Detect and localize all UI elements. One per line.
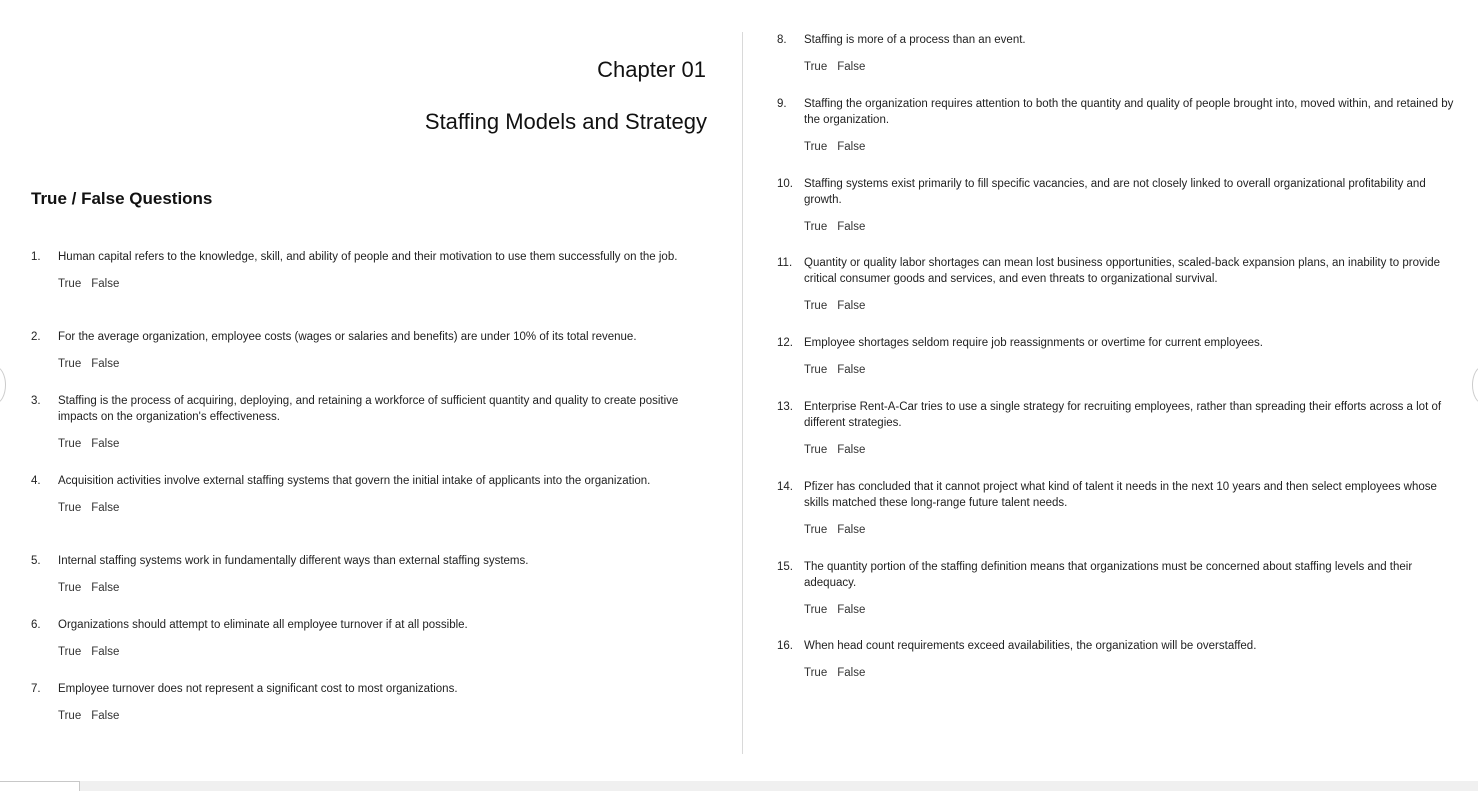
answer-options xyxy=(804,523,1457,537)
answer-false[interactable]: False xyxy=(837,604,866,616)
answer-true[interactable]: True xyxy=(804,300,828,312)
question-number: 8. xyxy=(777,34,787,46)
answer-true[interactable]: True xyxy=(58,278,82,290)
question-number: 12. xyxy=(777,337,793,349)
answer-true[interactable]: True xyxy=(804,141,828,153)
question-text: Enterprise Rent-A-Car tries to use a single strategy for recruiting employees, rather than spreading their efforts across a lot of different strategies. xyxy=(804,401,1442,429)
question-item xyxy=(777,255,1457,313)
answer-options xyxy=(58,277,711,291)
answer-options xyxy=(58,501,711,515)
answer-false[interactable]: False xyxy=(91,710,120,722)
question-item xyxy=(777,638,1457,680)
answer-false[interactable]: False xyxy=(91,358,120,370)
answer-false[interactable]: False xyxy=(837,221,866,233)
question-text: Pfizer has concluded that it cannot project what kind of talent it needs in the next 10 years and then select employees whose skills matched these long-range future talent needs. xyxy=(804,481,1437,509)
question-item xyxy=(777,32,1457,74)
answer-options xyxy=(804,363,1457,377)
answer-true[interactable]: True xyxy=(58,438,82,450)
bottom-toolbar xyxy=(0,781,1478,791)
question-item xyxy=(31,473,711,515)
answer-false[interactable]: False xyxy=(837,444,866,456)
question-number: 7. xyxy=(31,683,41,695)
answer-false[interactable]: False xyxy=(91,502,120,514)
answer-true[interactable]: True xyxy=(58,502,82,514)
answer-true[interactable]: True xyxy=(804,604,828,616)
answer-options xyxy=(58,581,711,595)
question-number: 2. xyxy=(31,331,41,343)
question-number: 11. xyxy=(777,257,793,269)
answer-true[interactable]: True xyxy=(58,582,82,594)
question-text: Organizations should attempt to eliminate all employee turnover if at all possible. xyxy=(58,619,468,631)
answer-false[interactable]: False xyxy=(837,667,866,679)
question-text: Staffing systems exist primarily to fill specific vacancies, and are not closely linked to overall organizational profitability and growth. xyxy=(804,178,1426,206)
question-text: Human capital refers to the knowledge, skill, and ability of people and their motivation to use them successfully on the job. xyxy=(58,251,678,263)
answer-false[interactable]: False xyxy=(837,61,866,73)
answer-options xyxy=(804,299,1457,313)
answer-options xyxy=(58,437,711,451)
question-number: 16. xyxy=(777,640,793,652)
question-item xyxy=(31,393,711,451)
answer-true[interactable]: True xyxy=(804,444,828,456)
answer-true[interactable]: True xyxy=(58,358,82,370)
answer-options xyxy=(804,60,1457,74)
answer-options xyxy=(804,140,1457,154)
question-number: 13. xyxy=(777,401,793,413)
next-page-handle[interactable] xyxy=(1472,366,1478,404)
answer-false[interactable]: False xyxy=(837,524,866,536)
chapter-number: Chapter 01 xyxy=(597,57,706,82)
question-item xyxy=(777,335,1457,377)
question-text: Staffing is the process of acquiring, deploying, and retaining a workforce of sufficient quantity and quality to create positive impacts on the organization's effectiveness. xyxy=(58,395,679,423)
answer-false[interactable]: False xyxy=(91,278,120,290)
answer-false[interactable]: False xyxy=(837,141,866,153)
question-text: Internal staffing systems work in fundamentally different ways than external staffing systems. xyxy=(58,555,529,567)
question-number: 6. xyxy=(31,619,41,631)
question-text: Employee turnover does not represent a significant cost to most organizations. xyxy=(58,683,458,695)
question-item xyxy=(777,176,1457,234)
answer-options xyxy=(58,709,711,723)
previous-page-handle[interactable] xyxy=(0,366,6,404)
answer-true[interactable]: True xyxy=(804,221,828,233)
question-number: 10. xyxy=(777,178,793,190)
answer-false[interactable]: False xyxy=(837,300,866,312)
question-text: The quantity portion of the staffing definition means that organizations must be concerned about staffing levels and their adequacy. xyxy=(804,561,1413,589)
question-number: 14. xyxy=(777,481,793,493)
question-item xyxy=(777,96,1457,154)
question-number: 1. xyxy=(31,251,41,263)
question-text: When head count requirements exceed availabilities, the organization will be overstaffed. xyxy=(804,640,1257,652)
answer-true[interactable]: True xyxy=(804,524,828,536)
question-number: 5. xyxy=(31,555,41,567)
page-tab[interactable] xyxy=(0,781,80,791)
answer-false[interactable]: False xyxy=(91,582,120,594)
answer-false[interactable]: False xyxy=(837,364,866,376)
answer-true[interactable]: True xyxy=(58,646,82,658)
answer-options xyxy=(804,443,1457,457)
answer-true[interactable]: True xyxy=(804,61,828,73)
question-item xyxy=(31,329,711,371)
question-item xyxy=(31,617,711,659)
question-item xyxy=(31,553,711,595)
question-item xyxy=(31,249,711,291)
answer-options xyxy=(58,645,711,659)
answer-options xyxy=(804,220,1457,234)
answer-false[interactable]: False xyxy=(91,646,120,658)
chapter-title: Staffing Models and Strategy xyxy=(424,109,707,134)
answer-options xyxy=(804,666,1457,680)
question-number: 15. xyxy=(777,561,793,573)
question-item xyxy=(777,399,1457,457)
question-text: Employee shortages seldom require job reassignments or overtime for current employees. xyxy=(804,337,1263,349)
question-item xyxy=(777,479,1457,537)
answer-true[interactable]: True xyxy=(804,667,828,679)
question-text: Acquisition activities involve external staffing systems that govern the initial intake of applicants into the organization. xyxy=(58,475,651,487)
question-text: For the average organization, employee costs (wages or salaries and benefits) are under 10% of its total revenue. xyxy=(58,331,637,343)
question-number: 4. xyxy=(31,475,41,487)
answer-options xyxy=(58,357,711,371)
answer-true[interactable]: True xyxy=(58,710,82,722)
question-number: 9. xyxy=(777,98,787,110)
question-item xyxy=(777,559,1457,617)
question-item xyxy=(31,681,711,723)
question-text: Staffing is more of a process than an event. xyxy=(804,34,1026,46)
answer-true[interactable]: True xyxy=(804,364,828,376)
answer-false[interactable]: False xyxy=(91,438,120,450)
question-number: 3. xyxy=(31,395,41,407)
question-text: Quantity or quality labor shortages can mean lost business opportunities, scaled-back expansion plans, an inability to provide critical consumer goods and services, and even threats to organizational survival. xyxy=(804,257,1441,285)
question-text: Staffing the organization requires attention to both the quantity and quality of people brought into, moved within, and retained by the organization. xyxy=(804,98,1454,126)
section-heading: True / False Questions xyxy=(31,189,213,208)
column-divider xyxy=(742,32,743,754)
answer-options xyxy=(804,603,1457,617)
